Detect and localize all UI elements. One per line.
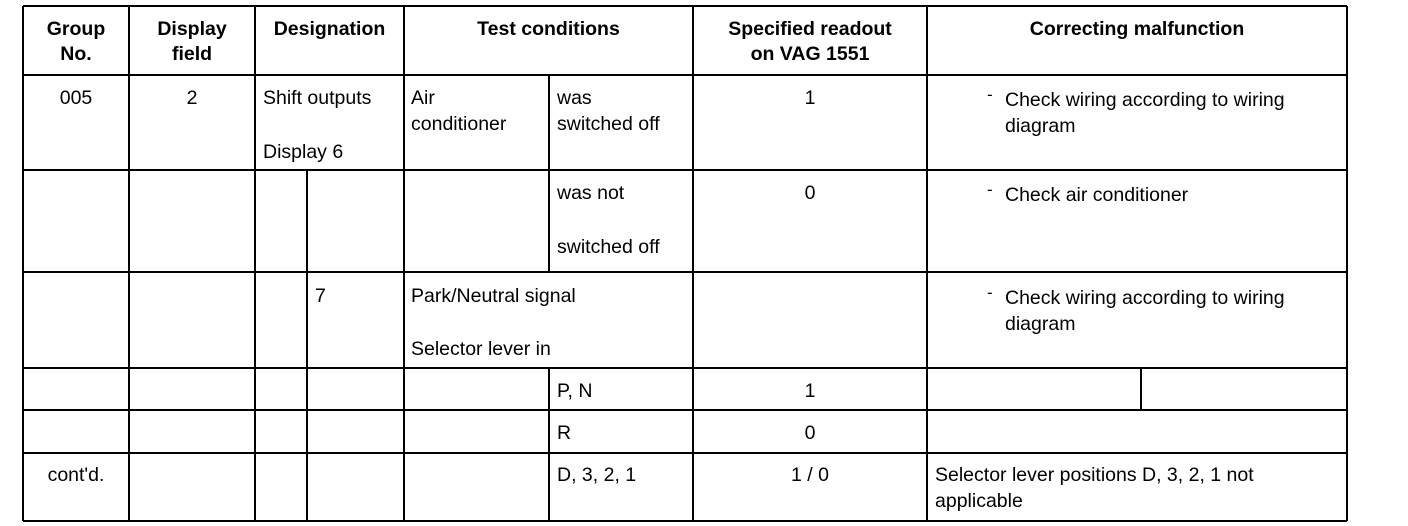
row3-condition-line2: Selector lever in bbox=[411, 338, 551, 360]
row1-condition: Air conditioner bbox=[411, 87, 507, 135]
row4-readout: 1 bbox=[804, 380, 816, 402]
row1-designation-line2: Display 6 bbox=[263, 141, 344, 163]
header-specified-readout: Specified readout on VAG 1551 bbox=[728, 18, 892, 65]
row3-sub-display: 7 bbox=[315, 285, 326, 307]
row6-correction: Selector lever positions D, 3, 2, 1 not applicable bbox=[935, 464, 1254, 512]
row1-readout: 1 bbox=[804, 87, 816, 109]
row1-dash-icon: - bbox=[987, 85, 993, 104]
row2-correction: Check air conditioner bbox=[1005, 184, 1189, 206]
row2-dash-icon: - bbox=[987, 180, 993, 199]
row1-state: was switched off bbox=[557, 87, 660, 135]
row1-group-no: 005 bbox=[59, 87, 93, 109]
row5-state: R bbox=[557, 422, 572, 444]
row2-state-line1: was not bbox=[557, 182, 625, 204]
header-correcting-malfunction: Correcting malfunction bbox=[1029, 18, 1245, 40]
row5-readout: 0 bbox=[804, 422, 816, 444]
row6-state: D, 3, 2, 1 bbox=[557, 464, 637, 486]
row1-display-field: 2 bbox=[186, 87, 198, 109]
header-test-conditions: Test conditions bbox=[477, 18, 620, 40]
header-designation: Designation bbox=[273, 18, 386, 40]
row3-correction: Check wiring according to wiring diagram bbox=[1005, 287, 1285, 335]
row2-readout: 0 bbox=[804, 182, 816, 204]
row1-designation-line1: Shift outputs bbox=[263, 87, 372, 109]
row6-group-no: cont'd. bbox=[47, 464, 105, 486]
header-display-field: Display field bbox=[157, 18, 227, 65]
header-group-no: Group No. bbox=[46, 18, 106, 65]
row6-readout: 1 / 0 bbox=[791, 464, 829, 486]
row3-condition-line1: Park/Neutral signal bbox=[411, 285, 576, 307]
row3-dash-icon: - bbox=[987, 283, 993, 302]
row1-correction: Check wiring according to wiring diagram bbox=[1005, 89, 1285, 137]
row4-state: P, N bbox=[557, 380, 593, 402]
row2-state-line2: switched off bbox=[557, 236, 660, 258]
